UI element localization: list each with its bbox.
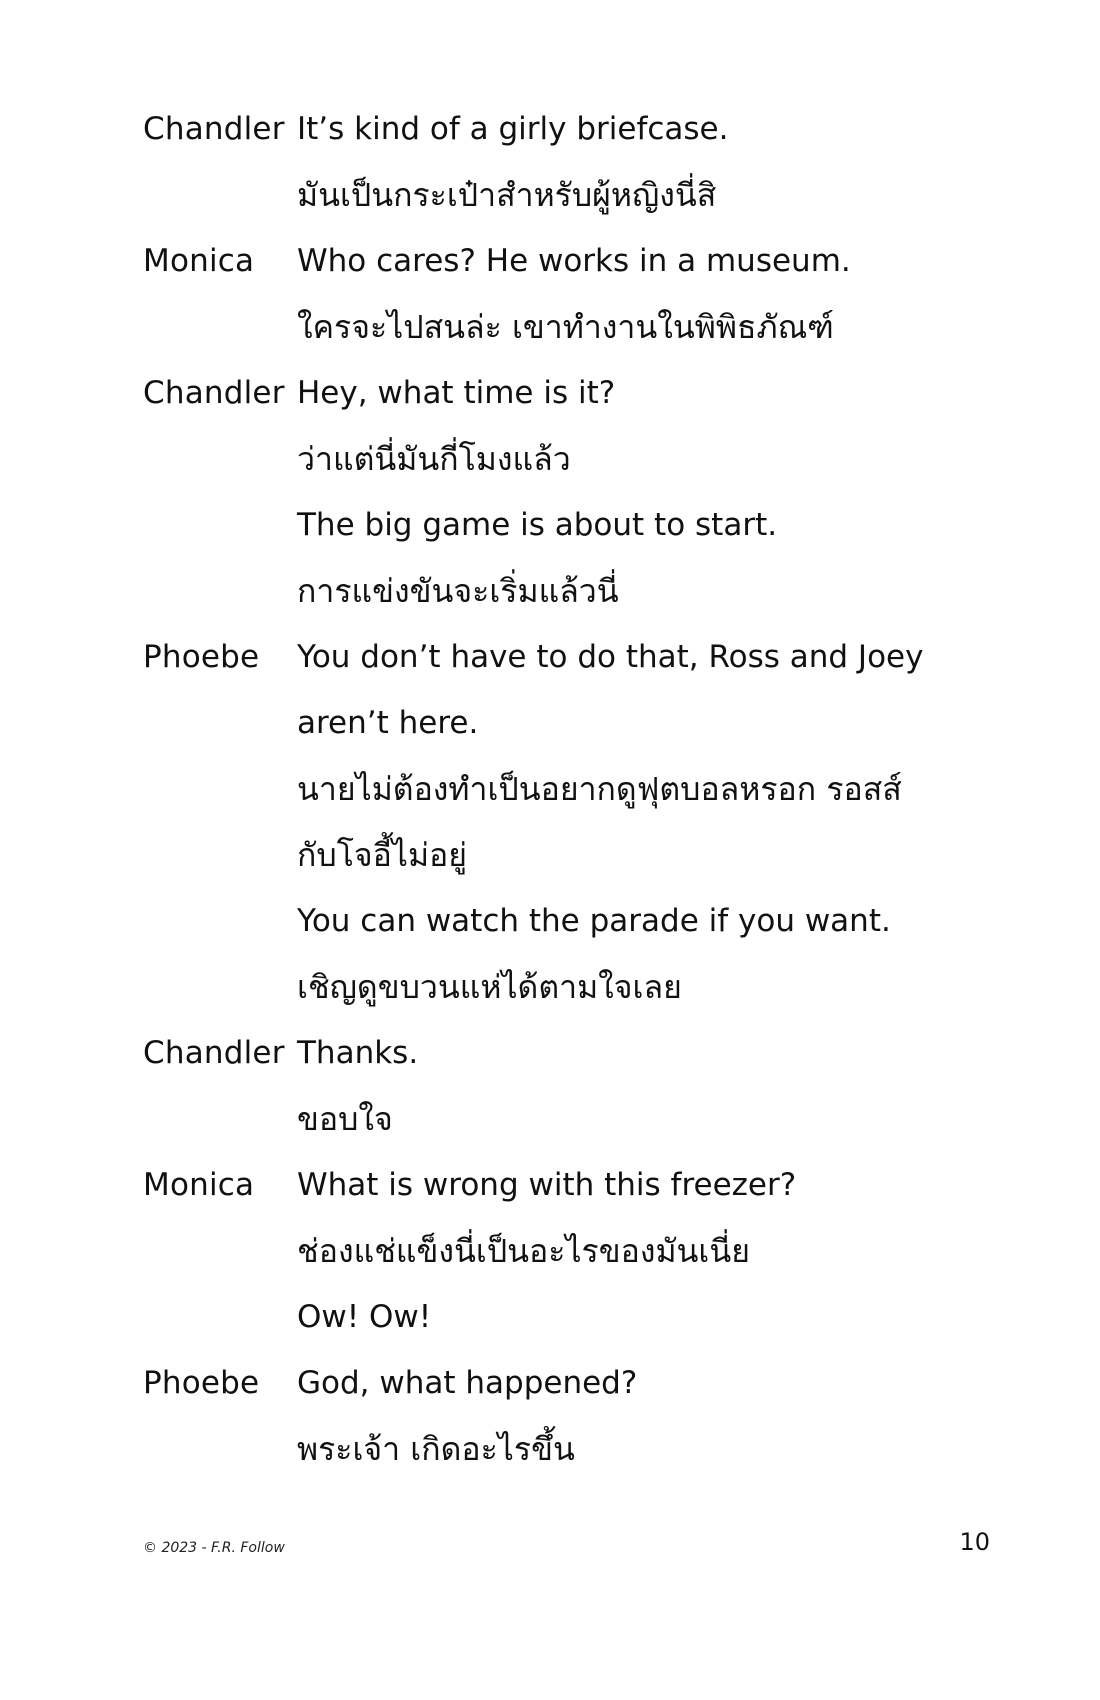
dialogue-line (143, 426, 1013, 492)
dialogue-line (143, 690, 1013, 756)
dialogue-line (143, 1152, 1013, 1218)
dialogue-line (143, 756, 1013, 822)
dialogue-line (143, 1350, 1013, 1416)
english-dialogue: Hey, what time is it? (297, 375, 616, 411)
dialogue-line (143, 360, 1013, 426)
english-dialogue: Who cares? He works in a museum. (297, 243, 851, 279)
speaker-name: Phoebe (143, 639, 260, 675)
english-dialogue: You can watch the parade if you want. (297, 903, 891, 939)
english-dialogue: It’s kind of a girly briefcase. (297, 111, 729, 147)
thai-translation: กับโจอี้ไม่อยู่ (297, 836, 467, 874)
page-number: 10 (959, 1528, 990, 1556)
english-dialogue: God, what happened? (297, 1365, 638, 1401)
dialogue-line (143, 558, 1013, 624)
speaker-name: Monica (143, 243, 255, 279)
thai-translation: การแข่งขันจะเริ่มแล้วนี่ (297, 572, 619, 610)
dialogue-line (143, 1284, 1013, 1350)
speaker-name: Monica (143, 1167, 255, 1203)
dialogue-line (143, 624, 1013, 690)
dialogue-line (143, 1416, 1013, 1482)
thai-translation: เชิญดูขบวนแห่ได้ตามใจเลย (297, 968, 682, 1006)
dialogue-line (143, 96, 1013, 162)
english-dialogue: Ow! Ow! (297, 1299, 432, 1335)
english-dialogue: Thanks. (297, 1035, 419, 1071)
speaker-name: Phoebe (143, 1365, 260, 1401)
dialogue-line (143, 1086, 1013, 1152)
thai-translation: พระเจ้า เกิดอะไรขึ้น (297, 1430, 575, 1468)
thai-translation: ขอบใจ (297, 1100, 393, 1138)
dialogue-line (143, 228, 1013, 294)
dialogue-script (143, 96, 1013, 1482)
thai-translation: ว่าแต่นี่มันกี่โมงแล้ว (297, 440, 571, 478)
english-dialogue: aren’t here. (297, 705, 479, 741)
speaker-name: Chandler (143, 375, 285, 411)
english-dialogue: You don’t have to do that, Ross and Joey (297, 639, 924, 675)
dialogue-line (143, 1020, 1013, 1086)
dialogue-line (143, 888, 1013, 954)
dialogue-line (143, 822, 1013, 888)
thai-translation: นายไม่ต้องทำเป็นอยากดูฟุตบอลหรอก รอสส์ (297, 770, 902, 808)
thai-translation: มันเป็นกระเป๋าสำหรับผู้หญิงนี่สิ (297, 176, 717, 214)
english-dialogue: What is wrong with this freezer? (297, 1167, 797, 1203)
dialogue-line (143, 954, 1013, 1020)
dialogue-line (143, 492, 1013, 558)
english-dialogue: The big game is about to start. (297, 507, 778, 543)
dialogue-line (143, 294, 1013, 360)
speaker-name: Chandler (143, 111, 285, 147)
dialogue-line (143, 1218, 1013, 1284)
copyright-footer: © 2023 - F.R. Follow (143, 1540, 285, 1556)
speaker-name: Chandler (143, 1035, 285, 1071)
thai-translation: ช่องแช่แข็งนี่เป็นอะไรของมันเนี่ย (297, 1232, 750, 1270)
thai-translation: ใครจะไปสนล่ะ เขาทำงานในพิพิธภัณฑ์ (297, 308, 834, 346)
dialogue-line (143, 162, 1013, 228)
